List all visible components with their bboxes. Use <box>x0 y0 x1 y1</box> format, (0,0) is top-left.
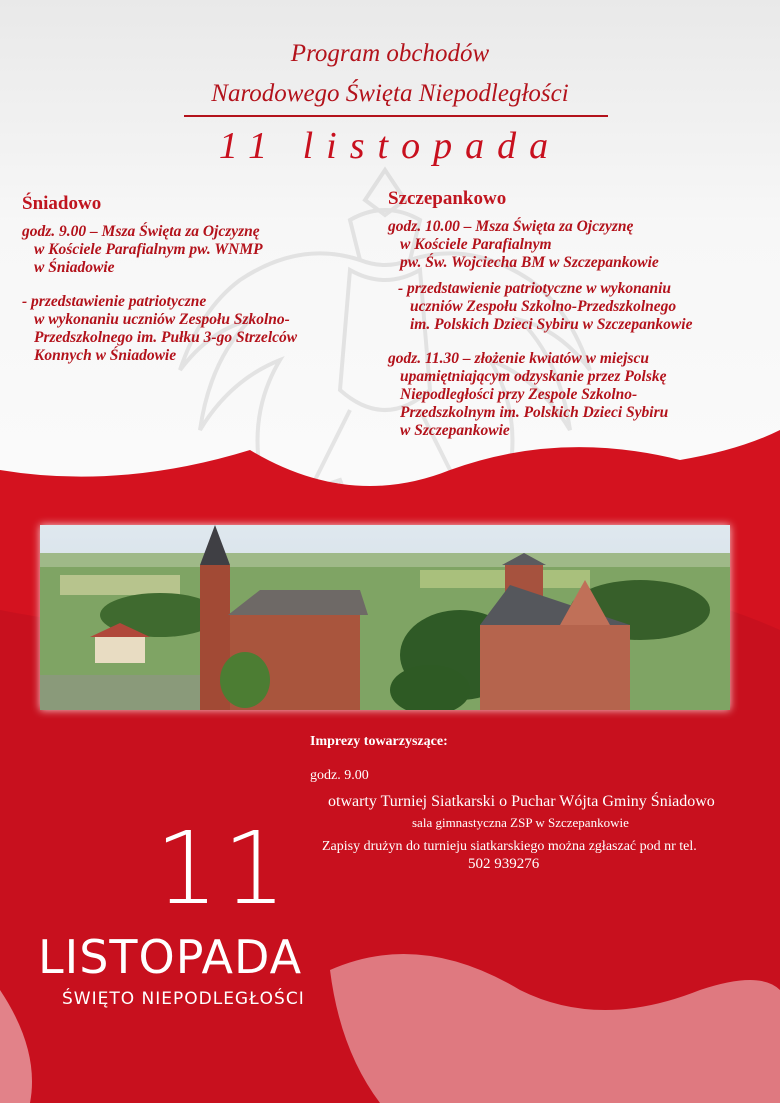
szczepankowo-flowers <box>388 350 758 440</box>
text-line: im. Polskich Dzieci Sybiru w Szczepankowie <box>410 316 693 333</box>
text-line: godz. 11.30 – złożenie kwiatów w miejscu <box>388 350 649 367</box>
sniadowo-performance <box>22 293 362 365</box>
sniadowo-column <box>22 195 362 373</box>
text-line: upamiętniającym odzyskanie przez Polskę <box>400 368 667 385</box>
szczepankowo-column <box>388 190 758 448</box>
text-line: w Śniadowie <box>34 259 115 276</box>
logo-month: LISTOPADA <box>38 930 303 984</box>
title-underline <box>184 115 608 117</box>
events-venue: sala gimnastyczna ZSP w Szczepankowie <box>412 815 629 830</box>
text-line: w Szczepankowie <box>400 422 510 439</box>
sniadowo-heading: Śniadowo <box>22 193 102 214</box>
title-line-2: Narodowego Święta Niepodległości <box>211 80 569 107</box>
szczepankowo-heading: Szczepankowo <box>388 188 507 209</box>
text-line: uczniów Zespołu Szkolno-Przedszkolnego <box>410 298 677 315</box>
text-line: Konnych w Śniadowie <box>34 347 177 364</box>
title-line-1: Program obchodów <box>290 40 490 67</box>
logo-number: 11 <box>155 810 291 927</box>
events-signup: Zapisy drużyn do turnieju siatkarskiego można zgłaszać pod nr tel. <box>322 839 697 854</box>
events-phone: 502 939276 <box>468 856 540 872</box>
szczepankowo-mass <box>388 218 758 272</box>
churches-photo <box>40 525 730 710</box>
text-line: Niepodległości przy Zespole Szkolno- <box>400 386 638 403</box>
events-title: Imprezy towarzyszące: <box>310 734 448 749</box>
events-time: godz. 9.00 <box>310 768 369 783</box>
sniadowo-mass <box>22 223 362 277</box>
text-line: w wykonaniu uczniów Zespołu Szkolno- <box>34 311 290 328</box>
text-line: pw. Św. Wojciecha BM w Szczepankowie <box>400 254 659 271</box>
text-line: Przedszkolnym im. Polskich Dzieci Sybiru <box>400 404 669 421</box>
szczepankowo-performance <box>388 280 758 334</box>
text-line: w Kościele Parafialnym <box>400 236 552 253</box>
events-name: otwarty Turniej Siatkarski o Puchar Wójta Gminy Śniadowo <box>328 793 715 810</box>
text-line: Przedszkolnego im. Pułku 3-go Strzelców <box>34 329 298 346</box>
text-line: - przedstawienie patriotyczne w wykonaniu <box>398 280 671 297</box>
logo-subtitle: ŚWIĘTO NIEPODLEGŁOŚCI <box>62 989 305 1009</box>
date-heading: 11 listopada <box>218 125 562 167</box>
text-line: godz. 9.00 – Msza Święta za Ojczyznę <box>22 223 260 240</box>
text-line: w Kościele Parafialnym pw. WNMP <box>34 241 263 258</box>
text-line: - przedstawienie patriotyczne <box>22 293 207 310</box>
text-line: godz. 10.00 – Msza Święta za Ojczyznę <box>388 218 634 235</box>
